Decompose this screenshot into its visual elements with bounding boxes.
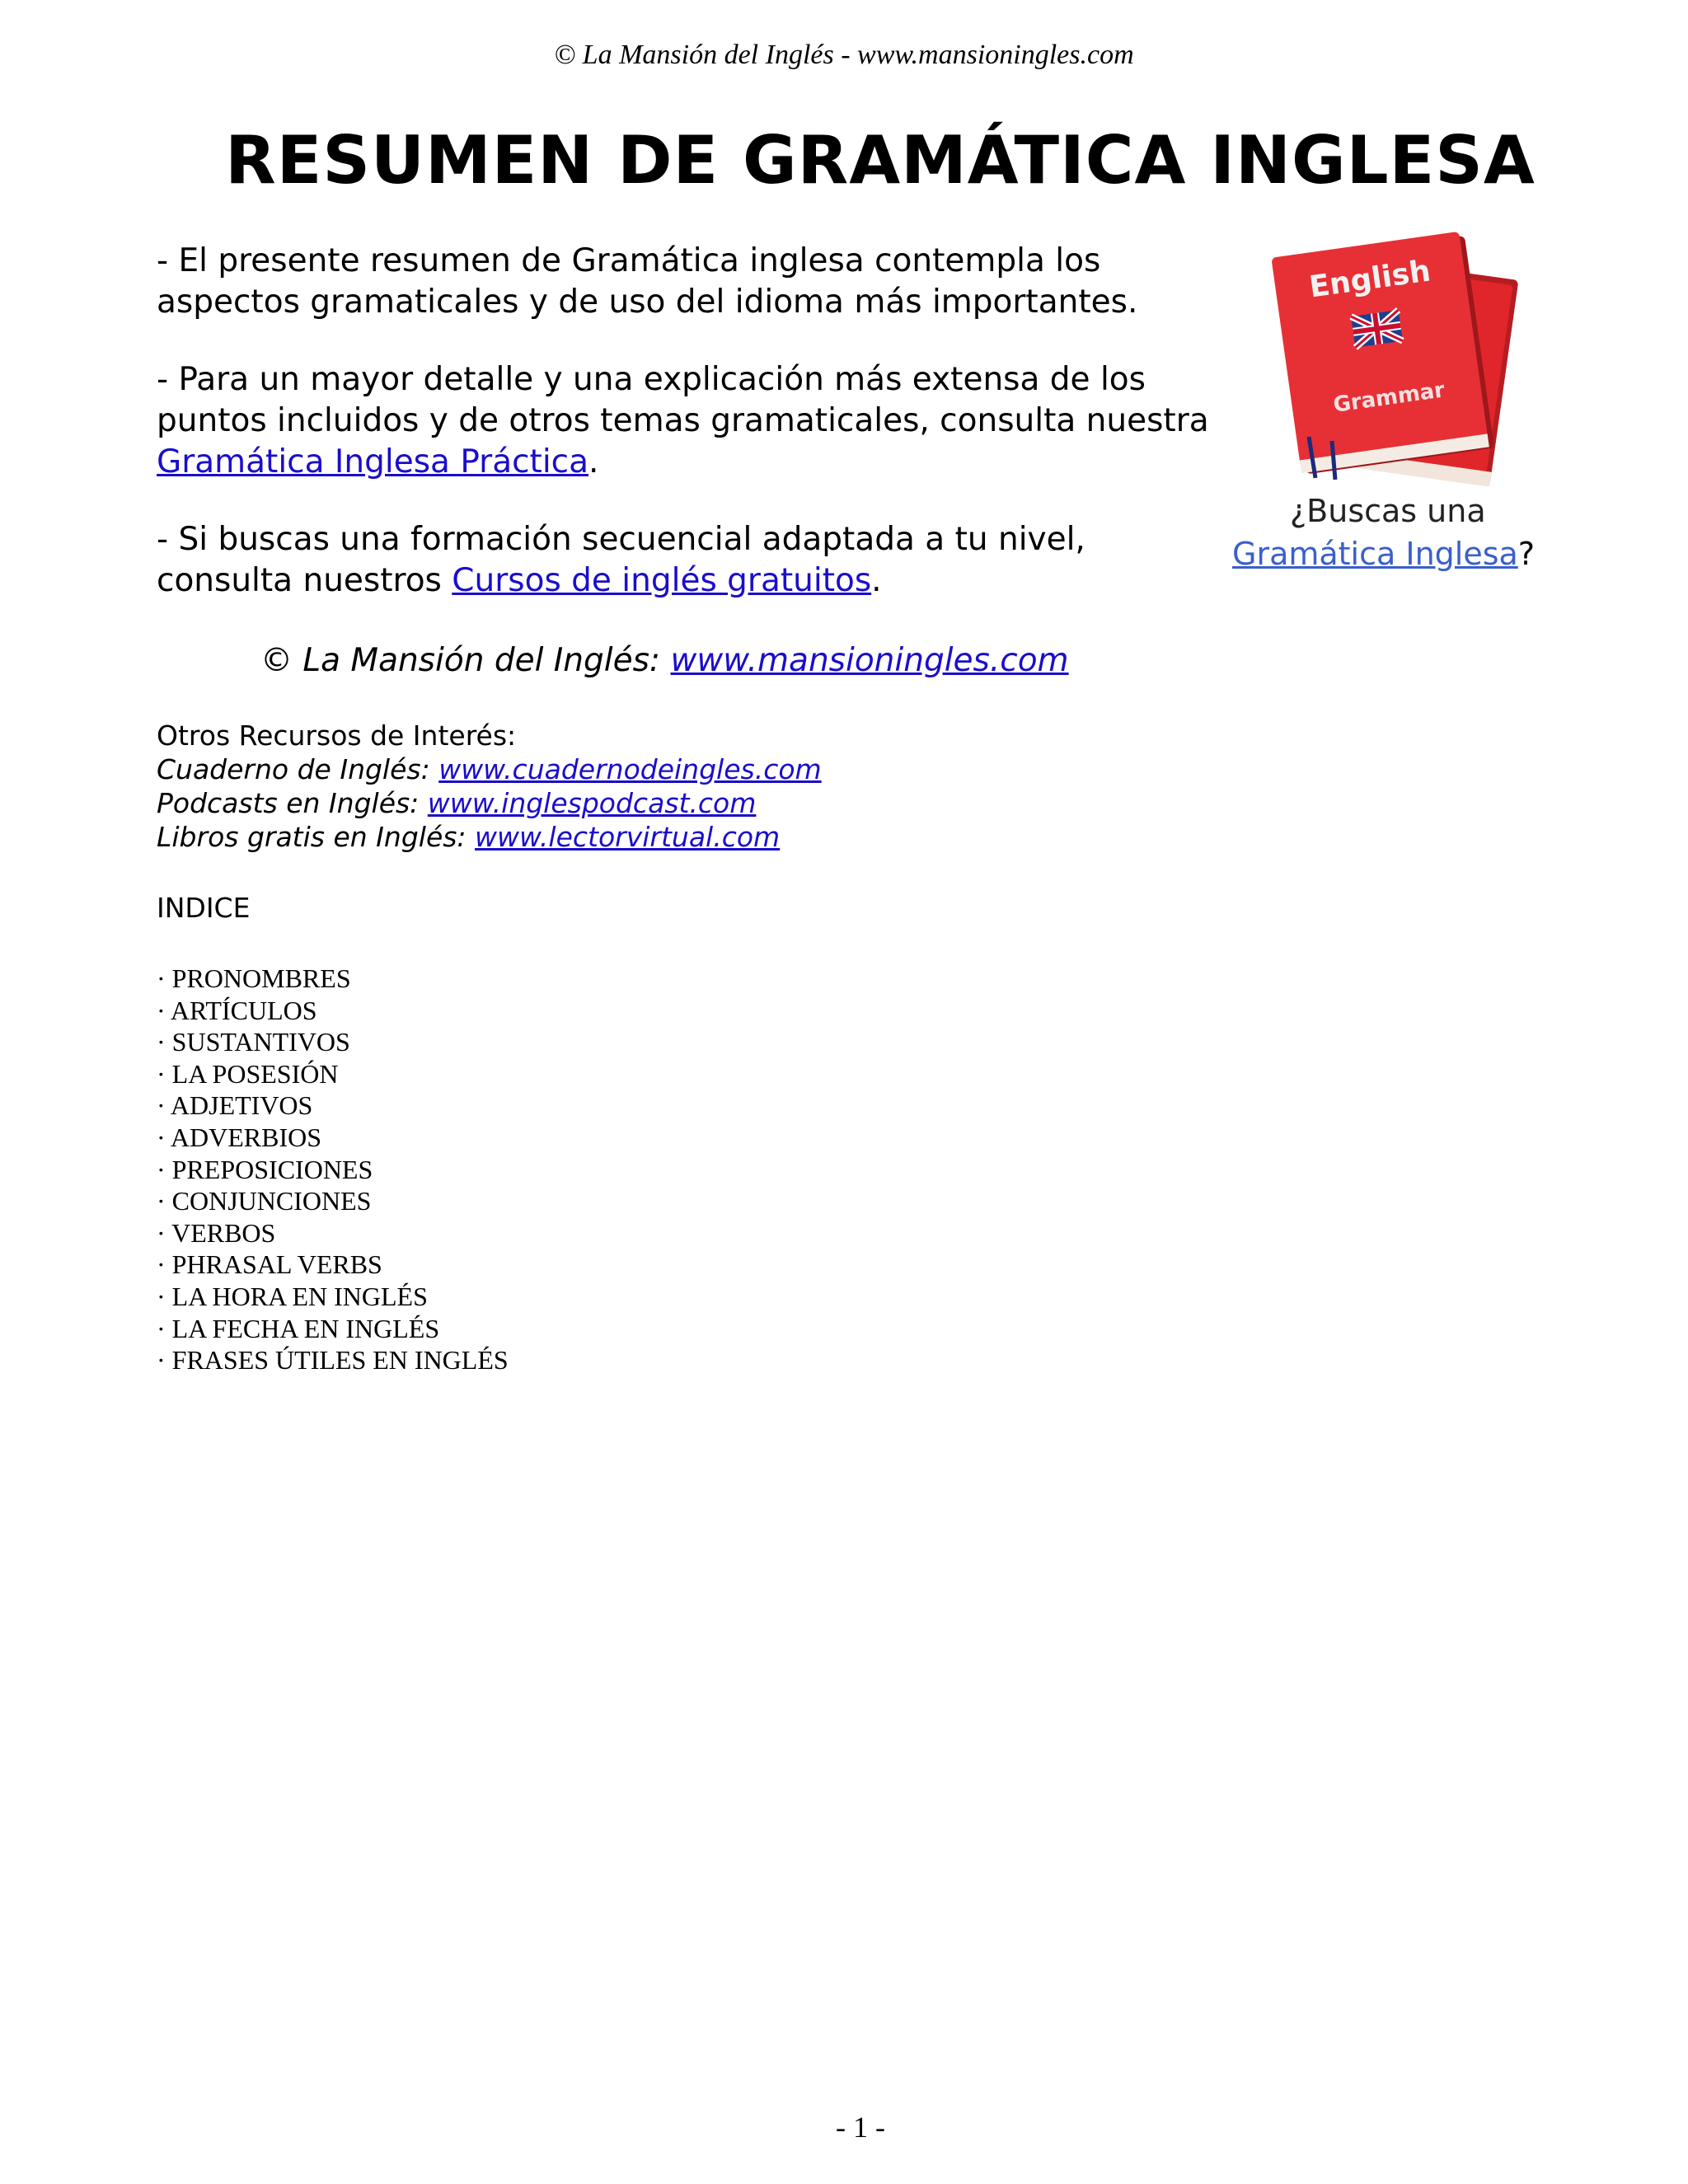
- indice-item: · ADVERBIOS: [157, 1122, 322, 1152]
- indice-list: [157, 963, 509, 1376]
- indice-item: · LA FECHA EN INGLÉS: [157, 1313, 440, 1343]
- indice-item: · SUSTANTIVOS: [157, 1027, 350, 1057]
- indice-item: · VERBOS: [157, 1217, 276, 1248]
- indice-item: · ADJETIVOS: [157, 1090, 313, 1121]
- intro-paragraph-1: - El presente resumen de Gramática inglesa contempla los aspectos gramaticales y de uso del idioma más importantes.: [157, 242, 1138, 321]
- promo-question-mark: ?: [1517, 536, 1535, 572]
- cuaderno-link[interactable]: www.cuadernodeingles.com: [438, 753, 822, 785]
- lectorvirtual-link[interactable]: www.lectorvirtual.com: [475, 821, 781, 853]
- intro-section: [157, 241, 1228, 638]
- page-header: © La Mansión del Inglés - www.mansioningles.com: [554, 40, 1134, 70]
- resource-item: [157, 820, 822, 854]
- promo-question: ¿Buscas una: [1290, 493, 1486, 529]
- resource-label: Libros gratis en Inglés:: [157, 821, 476, 853]
- book-title-text: English: [1307, 254, 1433, 305]
- indice-item: · ARTÍCULOS: [157, 995, 317, 1025]
- indice-item: · LA HORA EN INGLÉS: [157, 1281, 428, 1311]
- indice-item: · PHRASAL VERBS: [157, 1249, 382, 1280]
- promo-link-line: [1232, 536, 1535, 572]
- resources-section: [157, 719, 822, 854]
- resources-heading: Otros Recursos de Interés:: [157, 719, 517, 752]
- english-grammar-book-icon[interactable]: [1258, 231, 1538, 486]
- indice-heading: INDICE: [157, 892, 251, 924]
- resource-item: [157, 786, 822, 820]
- cursos-gratuitos-link[interactable]: Cursos de inglés gratuitos: [452, 562, 872, 599]
- copyright-text: © La Mansión del Inglés:: [260, 642, 671, 679]
- gramatica-practica-link[interactable]: Gramática Inglesa Práctica: [157, 443, 589, 480]
- resource-label: Podcasts en Inglés:: [157, 787, 428, 819]
- intro-paragraph-2: [157, 359, 1228, 483]
- intro-paragraph-3: [157, 519, 1228, 602]
- copyright-line: [260, 640, 1069, 682]
- indice-item: · PREPOSICIONES: [157, 1154, 373, 1184]
- indice-item: · CONJUNCIONES: [157, 1186, 372, 1216]
- indice-item: · LA POSESIÓN: [157, 1058, 339, 1089]
- grammar-promo[interactable]: [1228, 231, 1582, 585]
- intro-paragraph-2-end: .: [588, 443, 599, 480]
- resource-item: [157, 752, 822, 786]
- mansioningles-link[interactable]: www.mansioningles.com: [670, 642, 1069, 679]
- resource-label: Cuaderno de Inglés:: [157, 753, 439, 785]
- podcast-link[interactable]: www.inglespodcast.com: [427, 787, 757, 819]
- intro-paragraph-3-text: - Si buscas una formación secuencial adaptada a tu nivel, consulta nuestros: [157, 521, 1085, 599]
- indice-item: · PRONOMBRES: [157, 963, 351, 993]
- indice-item: · FRASES ÚTILES EN INGLÉS: [157, 1345, 509, 1376]
- intro-paragraph-2-text: - Para un mayor detalle y una explicación más extensa de los puntos incluidos y de otros temas gramaticales, consulta nuestra: [157, 361, 1209, 439]
- gramatica-inglesa-link[interactable]: Gramática Inglesa: [1232, 536, 1518, 572]
- book-subtitle-text: Grammar: [1331, 377, 1447, 418]
- page-number: - 1 -: [836, 2111, 885, 2144]
- intro-paragraph-3-end: .: [871, 562, 882, 599]
- page-title: RESUMEN DE GRAMÁTICA INGLESA: [225, 122, 1536, 199]
